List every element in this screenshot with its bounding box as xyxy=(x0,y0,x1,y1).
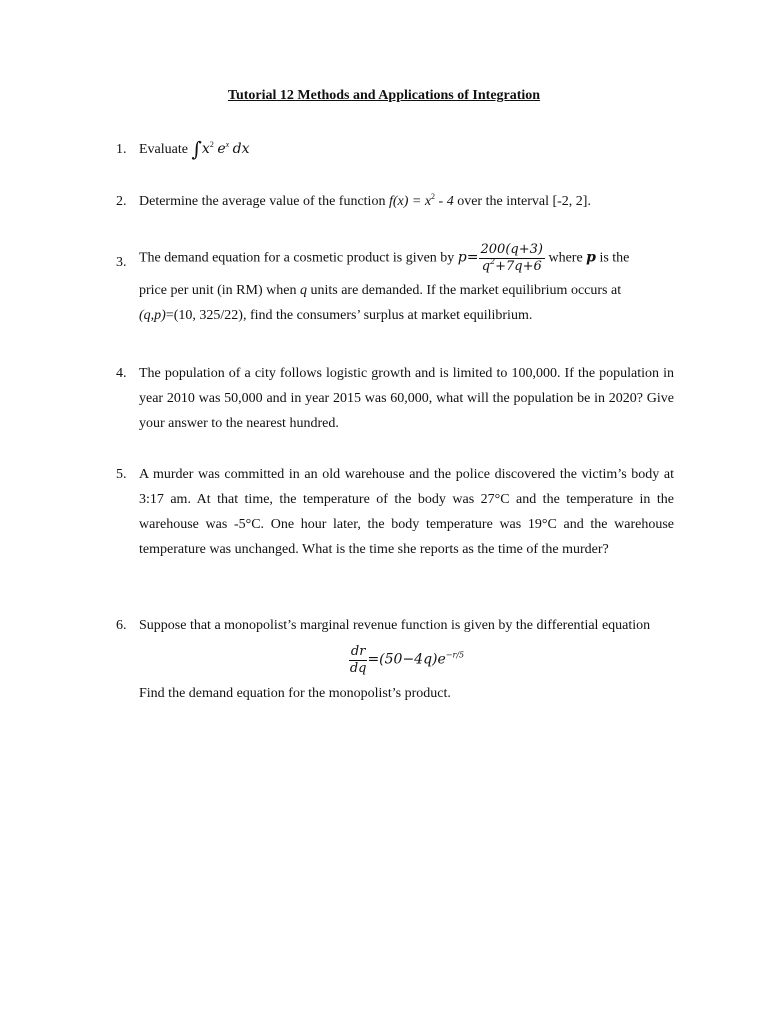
text-is-the: is the xyxy=(595,250,630,266)
math-dx: dx xyxy=(232,141,250,157)
question-text: A murder was committed in an old warehouse and the police discovered the victim’s body at 3:17 am. At that time, the temperature of the body was 27°C and the temperature in the warehouse was -5°C. One hour later, the body temperature was 19°C and the warehouse temperature was unchanged. What is the time she reports as the time of the murder? xyxy=(139,467,674,557)
question-text xyxy=(139,189,674,214)
math-q: q xyxy=(299,283,307,298)
question-number: 1. xyxy=(116,142,127,157)
equation-denominator: dq xyxy=(349,661,367,676)
question-text xyxy=(139,137,674,162)
fraction-numerator: 200(q+3) xyxy=(480,242,543,257)
question-number: 2. xyxy=(116,194,127,209)
function-constant: - 4 xyxy=(435,194,454,209)
equation-exponent: −r/5 xyxy=(445,650,465,660)
fraction-denominator-exponent: 2 xyxy=(490,257,496,266)
question-2-interval: over the interval [-2, 2]. xyxy=(453,194,591,209)
question-3-line2: price per unit (in RM) when xyxy=(139,283,300,298)
question-text xyxy=(139,613,674,706)
math-p-equals: p= xyxy=(457,249,479,266)
question-3-text: The demand equation for a cosmetic product is given by xyxy=(139,250,458,266)
function-exponent: 2 xyxy=(431,192,436,201)
question-number: 3. xyxy=(116,255,127,270)
question-6-followup: Find the demand equation for the monopolist’s product. xyxy=(139,686,451,701)
math-qp: (q,p) xyxy=(139,308,166,323)
math-x: x xyxy=(201,141,210,157)
equation-body: =(50−4q)e xyxy=(367,651,446,668)
math-e: e xyxy=(217,141,226,157)
fraction-denominator-rest: +7q+6 xyxy=(495,259,542,274)
question-number: 5. xyxy=(116,467,127,482)
page-title: Tutorial 12 Methods and Applications of Integration xyxy=(227,88,541,103)
math-p: p xyxy=(586,249,596,266)
question-number: 4. xyxy=(116,366,127,381)
demand-fraction xyxy=(479,242,545,275)
fraction-denominator-q: q xyxy=(481,259,491,274)
question-3-line3: =(10, 325/22), find the consumers’ surplus at market equilibrium. xyxy=(165,308,533,323)
question-2-text: Determine the average value of the function xyxy=(139,194,389,209)
question-1-text: Evaluate xyxy=(139,142,188,157)
question-3-line2-rest: units are demanded. If the market equilibrium occurs at xyxy=(306,283,622,298)
question-text xyxy=(139,242,674,328)
question-text: The population of a city follows logistic growth and is limited to 100,000. If the population in year 2010 was 50,000 and in year 2015 was 60,000, what will the population be in 2020? Give your answer to the nearest hundred. xyxy=(139,366,674,431)
math-e-exponent: x xyxy=(225,140,230,149)
math-x-exponent: 2 xyxy=(209,140,214,149)
question-6-text: Suppose that a monopolist’s marginal revenue function is given by the differential equation xyxy=(139,618,651,633)
text-where: where xyxy=(544,250,587,266)
function-fx: f(x) = x xyxy=(388,194,432,209)
integral-symbol: ∫ xyxy=(191,137,202,161)
equation-numerator: dr xyxy=(350,644,366,659)
differential-equation xyxy=(139,644,674,677)
question-number: 6. xyxy=(116,618,127,633)
